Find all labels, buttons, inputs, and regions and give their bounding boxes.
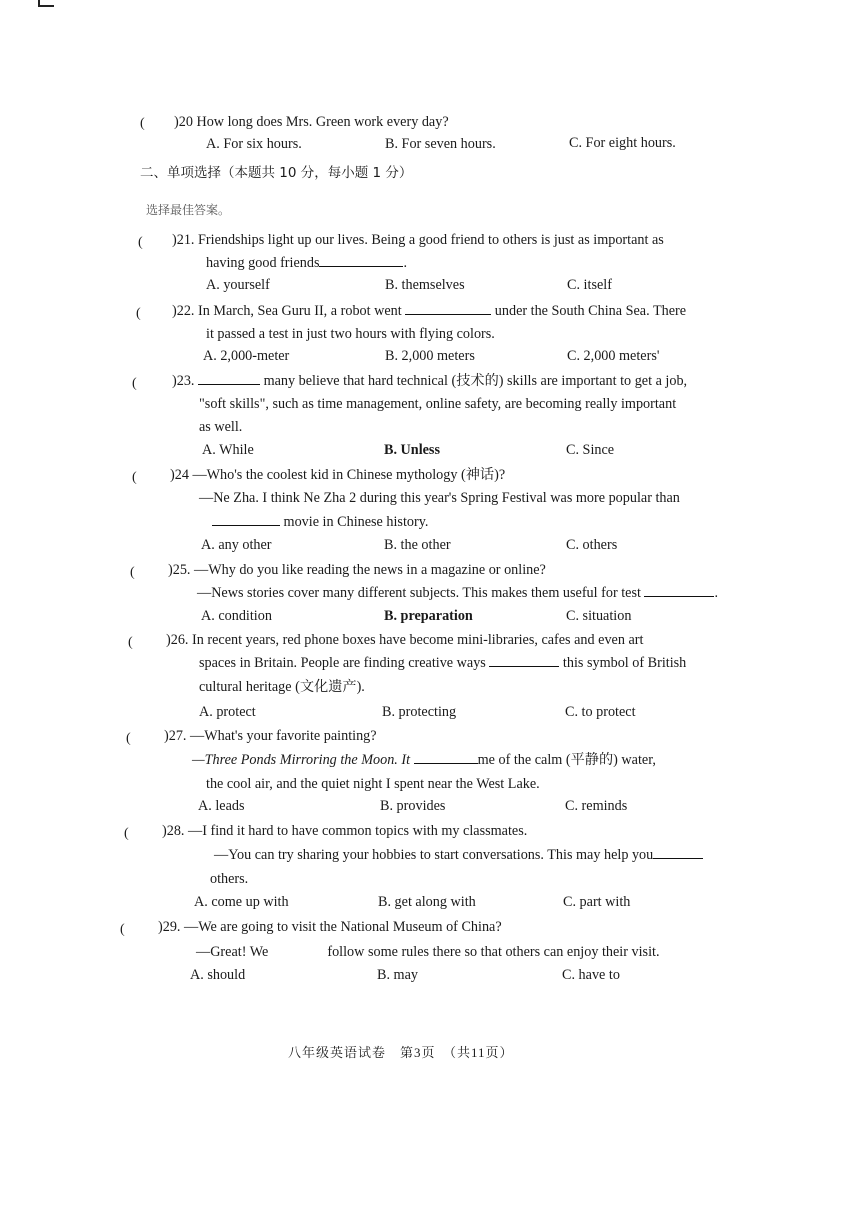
question-text: —News stories cover many different subjects. This makes them useful for test . [197,585,719,601]
question-text: others. [210,871,249,887]
answer-bracket: ( [124,826,129,841]
option-c: C. part with [563,894,631,910]
page-footer: 八年级英语试卷 第3页 （共11页） [288,1045,514,1060]
question-text: cultural heritage (文化遗产). [199,679,365,695]
question-text: as well. [199,419,243,435]
question-text: —Ne Zha. I think Ne Zha 2 during this year's Spring Festival was more popular than [199,490,680,506]
question-text: )27. —What's your favorite painting? [164,728,377,744]
answer-bracket: ( [138,235,143,250]
question-text: the cool air, and the quiet night I spent near the West Lake. [206,776,540,792]
answer-bracket: ( [130,565,135,580]
corner-mark [38,0,54,7]
option-c: C. situation [566,608,632,624]
question-text: )20 How long does Mrs. Green work every day? [174,114,449,130]
answer-blank [644,584,714,597]
option-b: B. Unless [384,442,440,458]
option-c: C. Since [566,442,615,458]
option-b: B. themselves [385,277,465,293]
question-text: )23. many believe that hard technical (技术的) skills are important to get a job, [172,373,688,389]
question-text: )26. In recent years, red phone boxes have become mini-libraries, cafes and even art [166,632,644,648]
option-b: B. the other [384,537,451,553]
answer-bracket: ( [120,922,125,937]
option-a: A. should [190,967,246,983]
section-instruction: 选择最佳答案。 [146,203,231,217]
question-text: )25. —Why do you like reading the news in a magazine or online? [168,562,546,578]
option-a: A. protect [199,704,256,720]
answer-blank [319,254,403,267]
option-c: C. 2,000 meters' [567,348,660,364]
question-text: —You can try sharing your hobbies to start conversations. This may help you [214,846,703,864]
option-b: B. provides [380,798,446,814]
option-b: B. may [377,967,418,983]
option-c: C. For eight hours. [569,135,676,151]
option-b: B. preparation [384,608,473,624]
option-a: A. yourself [206,277,270,293]
option-c: C. to protect [565,704,636,720]
question-text: —Great! We follow some rules there so that others can enjoy their visit. [196,944,660,960]
option-a: A. any other [201,537,272,553]
option-a: A. condition [201,608,272,624]
question-text: "soft skills", such as time management, online safety, are becoming really important [199,396,677,412]
option-a: A. leads [198,798,245,814]
option-c: C. reminds [565,798,628,814]
question-text: )28. —I find it hard to have common topics with my classmates. [162,823,528,839]
option-b: B. protecting [382,704,457,720]
answer-bracket: ( [126,731,131,746]
answer-blank [198,372,260,385]
answer-blank [405,302,491,315]
answer-blank [653,846,703,859]
question-text: )22. In March, Sea Guru II, a robot went under the South China Sea. There [172,303,687,319]
question-text: —Three Ponds Mirroring the Moon. It me of the calm (平静的) water, [192,752,656,768]
option-b: B. get along with [378,894,476,910]
option-a: A. 2,000-meter [203,348,290,364]
question-text: )21. Friendships light up our lives. Being a good friend to others is just as important as [172,232,664,248]
answer-bracket: ( [132,376,137,391]
option-c: C. itself [567,277,612,293]
section-heading: 二、单项选择（本题共 10 分，每小题 1 分） [140,165,413,181]
answer-blank [212,513,280,526]
answer-bracket: ( [132,470,137,485]
option-a: A. For six hours. [206,136,302,152]
question-text: movie in Chinese history. [212,513,428,531]
question-text: having good friends . [206,255,408,271]
answer-bracket: ( [136,306,141,321]
answer-blank [414,751,478,764]
option-a: A. While [202,442,254,458]
question-text: it passed a test in just two hours with flying colors. [206,326,495,342]
option-c: C. have to [562,967,620,983]
question-text: spaces in Britain. People are finding creative ways this symbol of British [199,655,687,671]
option-a: A. come up with [194,894,289,910]
option-c: C. others [566,537,618,553]
answer-bracket: ( [128,635,133,650]
answer-blank [489,654,559,667]
question-text: )29. —We are going to visit the National Museum of China? [158,919,502,935]
question-text: )24 —Who's the coolest kid in Chinese mythology (神话)? [170,467,506,483]
answer-bracket: ( [140,116,145,131]
option-b: B. 2,000 meters [385,348,475,364]
option-b: B. For seven hours. [385,136,496,152]
